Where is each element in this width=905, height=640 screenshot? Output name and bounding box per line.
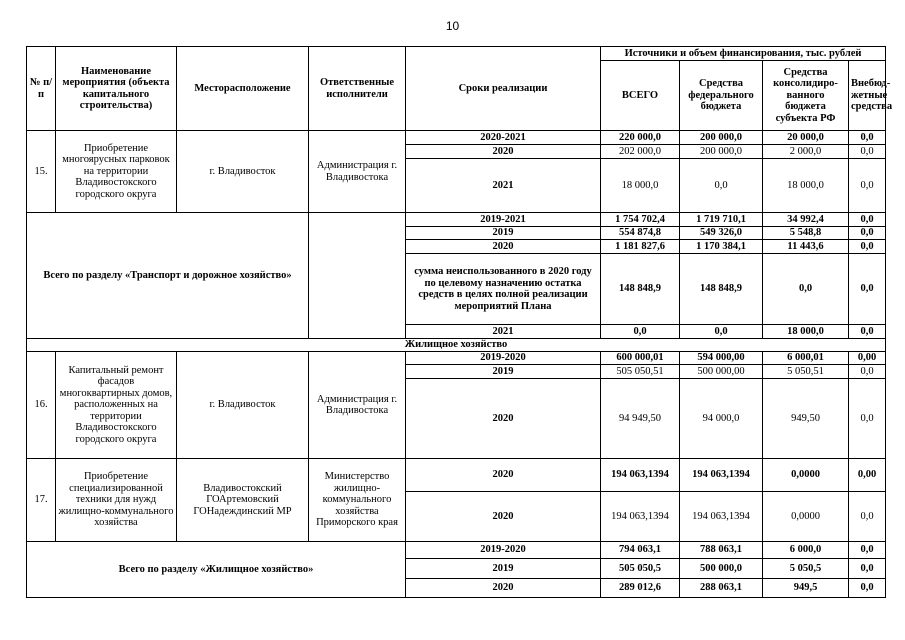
page-number: 10 xyxy=(445,19,460,33)
header-num: № п/п xyxy=(27,47,56,131)
federal-cell: 288 063,1 xyxy=(680,579,763,598)
federal-cell: 94 000,0 xyxy=(680,379,763,459)
table-row xyxy=(27,459,886,492)
total-cell: 1 181 827,6 xyxy=(601,240,680,254)
period-cell: 2020 xyxy=(406,492,601,542)
item-location: г. Владивосток xyxy=(177,131,309,213)
table-row xyxy=(27,213,886,227)
federal-cell: 194 063,1394 xyxy=(680,459,763,492)
total-cell: 194 063,1394 xyxy=(601,492,680,542)
table-row xyxy=(27,542,886,559)
period-cell: 2020-2021 xyxy=(406,131,601,145)
federal-cell: 0,0 xyxy=(680,325,763,339)
extra-cell: 0,0 xyxy=(849,213,886,227)
item-responsible: Министерство жилищно-коммунального хозяйства Приморского края xyxy=(309,459,406,542)
extra-cell: 0,0 xyxy=(849,240,886,254)
federal-cell: 200 000,0 xyxy=(680,145,763,159)
regional-cell: 949,50 xyxy=(763,379,849,459)
period-cell: 2021 xyxy=(406,325,601,339)
total-cell: 794 063,1 xyxy=(601,542,680,559)
regional-cell: 5 548,8 xyxy=(763,227,849,240)
section-title: Жилищное хозяйство xyxy=(27,339,886,352)
section-row xyxy=(27,339,886,352)
regional-cell: 34 992,4 xyxy=(763,213,849,227)
regional-cell: 6 000,0 xyxy=(763,542,849,559)
extra-cell: 0,0 xyxy=(849,365,886,379)
extra-cell: 0,0 xyxy=(849,379,886,459)
table-row xyxy=(27,352,886,365)
section-total-label: Всего по разделу «Транспорт и дорожное хозяйство» xyxy=(27,213,309,339)
header-federal: Средства федерального бюджета xyxy=(680,61,763,131)
total-cell: 0,0 xyxy=(601,325,680,339)
extra-cell: 0,0 xyxy=(849,145,886,159)
regional-cell: 0,0000 xyxy=(763,492,849,542)
regional-cell: 18 000,0 xyxy=(763,325,849,339)
total-cell: 18 000,0 xyxy=(601,159,680,213)
total-cell: 220 000,0 xyxy=(601,131,680,145)
header-period: Сроки реализации xyxy=(406,47,601,131)
federal-cell: 194 063,1394 xyxy=(680,492,763,542)
period-cell: 2019 xyxy=(406,227,601,240)
item-responsible: Администрация г. Владивостока xyxy=(309,352,406,459)
extra-cell: 0,0 xyxy=(849,559,886,579)
header-regional: Средства консолидиро-ванного бюджета субъекта РФ xyxy=(763,61,849,131)
regional-cell: 20 000,0 xyxy=(763,131,849,145)
federal-cell: 148 848,9 xyxy=(680,254,763,325)
federal-cell: 200 000,0 xyxy=(680,131,763,145)
item-num: 15. xyxy=(27,131,56,213)
table-row xyxy=(27,131,886,145)
extra-cell: 0,0 xyxy=(849,542,886,559)
regional-cell: 11 443,6 xyxy=(763,240,849,254)
financing-table xyxy=(26,46,893,598)
period-cell: сумма неиспользованного в 2020 году по целевому назначению остатка средств в целях полной реализации мероприятий Плана xyxy=(406,254,601,325)
header-sources: Источники и объем финансирования, тыс. рублей xyxy=(601,47,886,61)
total-cell: 202 000,0 xyxy=(601,145,680,159)
extra-cell: 0,00 xyxy=(849,459,886,492)
federal-cell: 0,0 xyxy=(680,159,763,213)
item-num: 16. xyxy=(27,352,56,459)
extra-cell: 0,0 xyxy=(849,325,886,339)
period-cell: 2019-2020 xyxy=(406,352,601,365)
total-cell: 289 012,6 xyxy=(601,579,680,598)
header-location: Месторасположение xyxy=(177,47,309,131)
item-responsible: Администрация г. Владивостока xyxy=(309,131,406,213)
empty-cell xyxy=(309,213,406,339)
extra-cell: 0,0 xyxy=(849,131,886,145)
header-name: Наименование мероприятия (объекта капитального строительства) xyxy=(56,47,177,131)
period-cell: 2020 xyxy=(406,145,601,159)
item-name: Приобретение многоярусных парковок на территории Владивостокского городского округа xyxy=(56,131,177,213)
federal-cell: 1 170 384,1 xyxy=(680,240,763,254)
item-name: Капитальный ремонт фасадов многоквартирных домов, расположенных на территории Владивостокского городского округа xyxy=(56,352,177,459)
federal-cell: 500 000,00 xyxy=(680,365,763,379)
extra-cell: 0,00 xyxy=(849,352,886,365)
period-cell: 2020 xyxy=(406,379,601,459)
period-cell: 2019 xyxy=(406,559,601,579)
regional-cell: 5 050,5 xyxy=(763,559,849,579)
federal-cell: 1 719 710,1 xyxy=(680,213,763,227)
period-cell: 2020 xyxy=(406,459,601,492)
header-total: ВСЕГО xyxy=(601,61,680,131)
item-num: 17. xyxy=(27,459,56,542)
period-cell: 2019 xyxy=(406,365,601,379)
federal-cell: 594 000,00 xyxy=(680,352,763,365)
total-cell: 505 050,5 xyxy=(601,559,680,579)
period-cell: 2019-2020 xyxy=(406,542,601,559)
total-cell: 194 063,1394 xyxy=(601,459,680,492)
regional-cell: 2 000,0 xyxy=(763,145,849,159)
total-cell: 148 848,9 xyxy=(601,254,680,325)
item-location: г. Владивосток xyxy=(177,352,309,459)
period-cell: 2019-2021 xyxy=(406,213,601,227)
extra-cell: 0,0 xyxy=(849,159,886,213)
period-cell: 2020 xyxy=(406,579,601,598)
regional-cell: 18 000,0 xyxy=(763,159,849,213)
federal-cell: 549 326,0 xyxy=(680,227,763,240)
extra-cell: 0,0 xyxy=(849,254,886,325)
federal-cell: 500 000,0 xyxy=(680,559,763,579)
item-location: Владивостокский ГОАртемовский ГОНадеждинский МР xyxy=(177,459,309,542)
total-cell: 1 754 702,4 xyxy=(601,213,680,227)
federal-cell: 788 063,1 xyxy=(680,542,763,559)
extra-cell: 0,0 xyxy=(849,227,886,240)
regional-cell: 0,0 xyxy=(763,254,849,325)
total-cell: 505 050,51 xyxy=(601,365,680,379)
period-cell: 2021 xyxy=(406,159,601,213)
total-cell: 600 000,01 xyxy=(601,352,680,365)
regional-cell: 949,5 xyxy=(763,579,849,598)
regional-cell: 0,0000 xyxy=(763,459,849,492)
header-responsible: Ответственные исполнители xyxy=(309,47,406,131)
regional-cell: 5 050,51 xyxy=(763,365,849,379)
header-extra: Внебюд-жетные средства xyxy=(849,61,886,131)
total-cell: 554 874,8 xyxy=(601,227,680,240)
section-total-label: Всего по разделу «Жилищное хозяйство» xyxy=(27,542,406,598)
total-cell: 94 949,50 xyxy=(601,379,680,459)
extra-cell: 0,0 xyxy=(849,579,886,598)
regional-cell: 6 000,01 xyxy=(763,352,849,365)
extra-cell: 0,0 xyxy=(849,492,886,542)
period-cell: 2020 xyxy=(406,240,601,254)
header-row xyxy=(27,47,886,61)
item-name: Приобретение специализированной техники для нужд жилищно-коммунального хозяйства xyxy=(56,459,177,542)
